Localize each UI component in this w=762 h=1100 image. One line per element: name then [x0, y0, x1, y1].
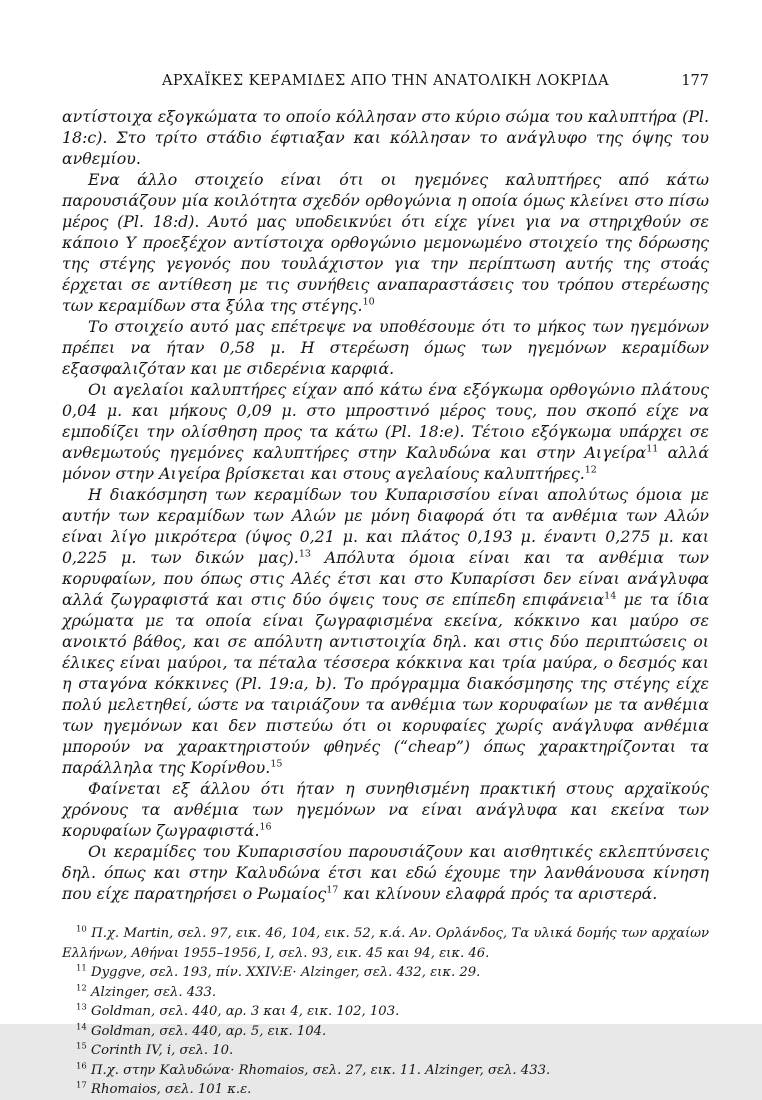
footnote-marker-13: 13	[298, 548, 311, 560]
text-segment: και κλίνουν ελαφρά πρός τα αριστερά.	[338, 884, 658, 903]
footnote-number: 14	[76, 1022, 87, 1033]
footnote-text: Goldman, σελ. 440, αρ. 3 και 4, εικ. 102, 103.	[86, 1004, 400, 1019]
body-text	[62, 106, 709, 904]
paragraph-5	[62, 484, 709, 778]
running-title: ΑΡΧΑΪΚΕΣ ΚΕΡΑΜΙΔΕΣ ΑΠΟ ΤΗΝ ΑΝΑΤΟΛΙΚΗ ΛΟΚΡΙΔΑ	[161, 73, 610, 89]
page-number: 177	[681, 73, 709, 89]
footnote-number: 13	[76, 1002, 87, 1013]
footnotes-section	[62, 924, 709, 1100]
text-segment: Απόλυτα όμοια είναι και τα ανθέμια των κορυφαίων, που όπως στις Αλές έτσι και στο Κυπαρίσσι δεν είναι ανάγλυφα αλλά ζωγραφιστά και στις δύο όψεις τους σε επίπεδη επιφάνεια	[62, 548, 709, 609]
footnote-text: Corinth IV, i, σελ. 10.	[86, 1043, 234, 1058]
text-segment: Οι αγελαίοι καλυπτήρες είχαν από κάτω ένα εξόγκωμα ορθογώνιο πλάτους 0,04 μ. και μήκους 0,09 μ. στο μπροστινό μέρος τους, που σκοπό είχε να εμποδίζει την ολίσθηση προς τα κάτω (Pl. 18:e). Τέτοιο εξόγκωμα υπάρχει σε ανθεμωτούς ηγεμόνες καλυπτήρες στην Καλυδώνα και στην Αιγείρα	[62, 380, 709, 462]
footnote-marker-11: 11	[646, 443, 659, 455]
footnote-text: Π.χ. στην Καλυδώνα· Rhomaios, σελ. 27, εικ. 11. Alzinger, σελ. 433.	[86, 1062, 551, 1078]
page-header	[62, 72, 709, 90]
paragraph-7	[62, 841, 709, 904]
footnote-text: Goldman, σελ. 440, αρ. 5, εικ. 104.	[86, 1023, 327, 1039]
text-segment: Ενα άλλο στοιχείο είναι ότι οι ηγεμόνες καλυπτήρες από κάτω παρουσιάζουν μία κοιλότητα σχεδόν ορθογώνια η οποία όμως κλείνει στο πίσω μέρος (Pl. 18:d). Αυτό μας υποδεικνύει ότι είχε γίνει για να στηριχθούν σε κάποιο Υ προεξέχον αντίστοιχα ορθογώνιο μεμονωμένο στοιχείο της δόρωσης της στέγης γεγονός που τουλάχιστον για την περίπτωση αυτής της στοάς έρχεται σε αντίθεση με τις συνήθεις αναπαραστάσεις του τρόπου στερέωσης των κεραμίδων στα ξύλα της στέγης.	[62, 170, 709, 315]
text-segment: με τα ίδια χρώματα με τα οποία είναι ζωγραφισμένα εκείνα, κόκκινο και μαύρο σε ανοικτό βάθος, και σε απόλυτη αντιστοιχία δηλ. και στις δύο περιπτώσεις οι έλικες είναι μαύροι, τα πέταλα τέσσερα κόκκινα και τρία μαύρα, ο δεσμός και η σταγόνα κόκκινες (Pl. 19:a, b). Το πρόγραμμα διακόσμησης της στέγης είχε πολύ μελετηθεί, ώστε να ταιριάζουν τα ανθέμια των κορυφαίων με τα ανθέμια των ηγεμόνων και δεν πιστεύω ότι οι κορυφαίες χωρίς ανάγλυφα ανθέμια μπορούν να χαρακτηριστούν φθηνές (“cheap”) όπως χαρακτηρίζονται τα παράλληλα της Κορίνθου.	[62, 590, 710, 777]
paragraph-6	[62, 778, 709, 841]
paragraph-3	[62, 316, 709, 379]
footnote-number: 12	[76, 983, 87, 994]
footnote-number: 11	[76, 963, 87, 974]
footnote-text: Π.χ. Martin, σελ. 97, εικ. 46, 104, εικ. 52, κ.ά. Αν. Ορλάνδος, Τα υλικά δομής των αρχαίων Ελλήνων, Αθήναι 1955–1956, I, σελ. 93, εικ. 45 και 94, εικ. 46.	[62, 926, 709, 961]
footnote-number: 17	[76, 1080, 87, 1091]
footnote-11	[62, 963, 709, 983]
footnote-12	[62, 983, 709, 1003]
footnote-14	[62, 1022, 709, 1042]
text-segment: Φαίνεται εξ άλλου ότι ήταν η συνηθισμένη πρακτική στους αρχαϊκούς χρόνους τα ανθέμια των ηγεμόνων να είναι ανάγλυφα και εκείνα των κορυφαίων ζωγραφιστά.	[62, 779, 709, 840]
text-segment: Η διακόσμηση των κεραμίδων του Κυπαρισσίου είναι απολύτως όμοια με αυτήν των κεραμίδων των Αλών με μόνη διαφορά ότι τα ανθέμια των Αλών είναι λίγο μικρότερα (ύψος 0,21 μ. και πλάτος 0,193 μ. έναντι 0,275 μ. και 0,225 μ. των δικών μας).	[62, 485, 709, 567]
footnote-15	[62, 1041, 709, 1061]
text-segment: αντίστοιχα εξογκώματα το οποίο κόλλησαν στο κύριο σώμα του καλυπτήρα (Pl. 18:c). Στο τρίτο στάδιο έφτιαξαν και κόλλησαν το ανάγλυφο της όψης του ανθεμίου.	[62, 107, 709, 168]
footnote-16	[62, 1061, 709, 1081]
text-segment: Το στοιχείο αυτό μας επέτρεψε να υποθέσουμε ότι το μήκος των ηγεμόνων πρέπει να ήταν 0,58 μ. Η στερέωση όμως των ηγεμόνων κεραμίδων εξασφαλιζόταν και με σιδερένια καρφιά.	[62, 317, 709, 378]
paragraph-1	[62, 106, 709, 169]
footnote-text: Dyggve, σελ. 193, πίν. XXIV:E· Alzinger, σελ. 432, εικ. 29.	[86, 965, 481, 980]
footnote-text: Rhomaios, σελ. 101 κ.ε.	[86, 1082, 252, 1097]
text-segment: αλλά μόνον στην Αιγείρα βρίσκεται και στους αγελαίους καλυπτήρες.	[62, 443, 709, 483]
footnote-10	[62, 924, 709, 963]
footnote-marker-16: 16	[259, 821, 272, 833]
footnote-marker-14: 14	[604, 590, 617, 602]
footnote-number: 10	[76, 924, 87, 935]
paragraph-4	[62, 379, 709, 484]
footnote-marker-12: 12	[584, 464, 597, 476]
paragraph-2	[62, 169, 709, 316]
footnote-marker-17: 17	[326, 884, 339, 896]
footnote-13	[62, 1002, 709, 1022]
footnote-number: 16	[76, 1061, 87, 1072]
footnote-17	[62, 1080, 709, 1100]
footnote-text: Alzinger, σελ. 433.	[86, 984, 217, 1000]
footnote-number: 15	[76, 1041, 87, 1052]
footnote-marker-10: 10	[362, 296, 375, 308]
footnote-marker-15: 15	[270, 758, 283, 770]
text-segment: Οι κεραμίδες του Κυπαρισσίου παρουσιάζουν και αισθητικές εκλεπτύνσεις δηλ. όπως και στην Καλυδώνα έτσι και εδώ έχουμε την λανθάνουσα κίνηση που είχε παρατηρήσει ο Ρωμαίος	[62, 842, 709, 903]
